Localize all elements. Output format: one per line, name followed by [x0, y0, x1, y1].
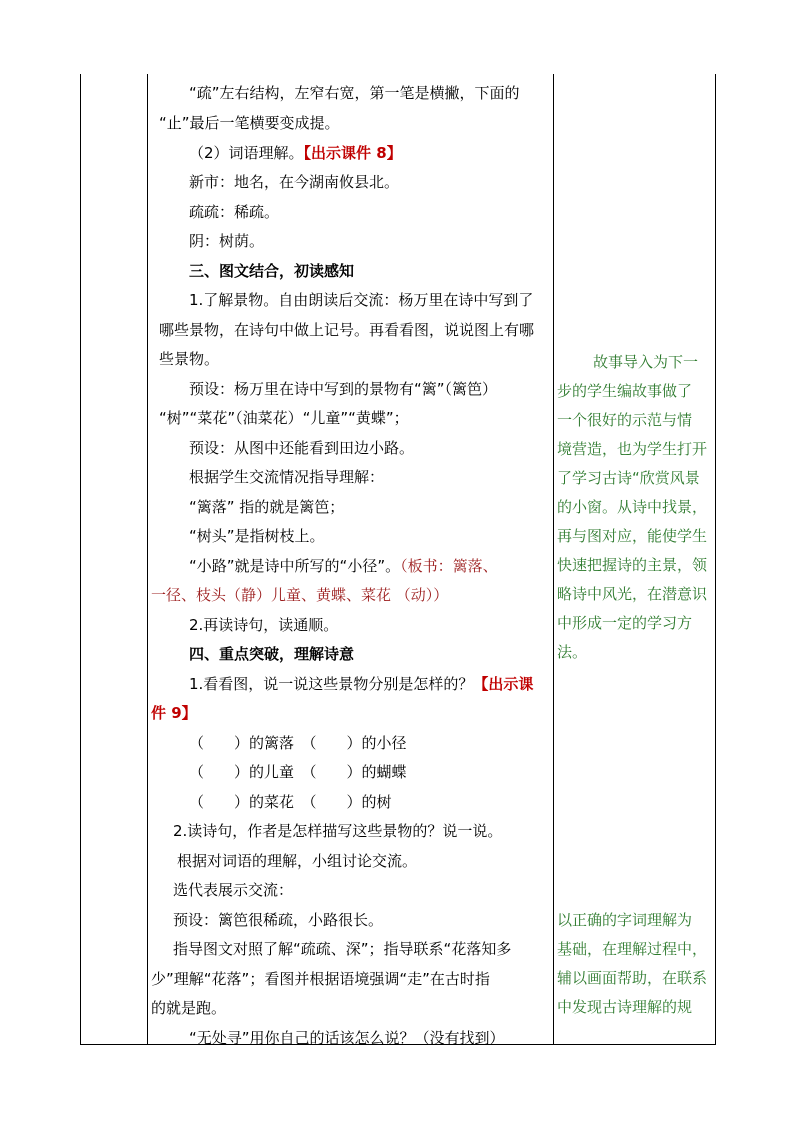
text-line: 2.再读诗句，读通顺。	[189, 616, 339, 634]
text-line: “篱落” 指的就是篱笆；	[189, 498, 345, 516]
intent-line: 快速把握诗的主景，领	[557, 556, 708, 574]
intent-line: 的小窗。从诗中找景，	[557, 498, 708, 516]
intent-line: 略诗中风光，在潜意识	[557, 585, 708, 603]
intent-line: 以正确的字词理解为	[557, 911, 693, 929]
text-line: 些景物。	[159, 350, 220, 368]
text-line: 根据对词语的理解，小组讨论交流。	[177, 852, 418, 870]
intent-line: 一个很好的示范与情	[557, 411, 693, 429]
text-line: 阴：树荫。	[189, 232, 265, 250]
intent-line: 步的学生编故事做了	[557, 382, 693, 400]
column-divider-left	[147, 74, 148, 1044]
text-line: 2.读诗句，作者是怎样描写这些景物的？说一说。	[173, 822, 503, 840]
text-line: 预设：从图中还能看到田边小路。	[189, 439, 415, 457]
text-line: “止”最后一笔横要变成提。	[159, 114, 340, 132]
text-line: “无处寻”用你自己的话该怎么说？（没有找到）	[189, 1029, 505, 1047]
text-line: 疏疏：稀疏。	[189, 203, 280, 221]
text-line: “疏”左右结构，左窄右宽，第一笔是横撇，下面的	[189, 84, 520, 102]
lesson-table	[80, 74, 716, 1045]
blackboard-note: 一径、枝头（静）儿童、黄蝶、菜花 （动））	[151, 586, 449, 604]
blackboard-note: （板书：篱落、	[400, 557, 498, 575]
text-line: 的就是跑。	[151, 999, 227, 1017]
section-heading: 四、重点突破，理解诗意	[189, 645, 355, 663]
intent-line: 故事导入为下一	[593, 353, 699, 371]
intent-line: 辅以画面帮助，在联系	[557, 969, 708, 987]
text-line: 选代表展示交流：	[173, 881, 294, 899]
text-line: 少”理解“花落”；看图并根据语境强调“走”在古时指	[151, 970, 490, 988]
fill-in-row: （ ）的篱落 （ ）的小径	[189, 734, 407, 752]
text-line: 新市：地名，在今湖南攸县北。	[189, 173, 400, 191]
text-line: 1.看看图，说一说这些景物分别是怎样的？【出示课	[189, 675, 534, 693]
text-line: 根据学生交流情况指导理解：	[189, 468, 385, 486]
text-line: 预设：杨万里在诗中写到的景物有“篱”（篱笆）	[189, 380, 498, 398]
intent-line: 中形成一定的学习方	[557, 614, 693, 632]
text-line: “树”“菜花”（油菜花）“儿童”“黄蝶”；	[159, 409, 409, 427]
intent-line: 基础，在理解过程中，	[557, 940, 708, 958]
fill-in-row: （ ）的菜花 （ ）的树	[189, 793, 392, 811]
text-line: 预设：篱笆很稀疏，小路很长。	[173, 911, 384, 929]
intent-line: 了学习古诗“欣赏风景	[557, 469, 700, 487]
intent-line: 境营造，也为学生打开	[557, 440, 708, 458]
intent-line: 中发现古诗理解的规	[557, 998, 693, 1016]
courseware-tag: 【出示课件 8】	[303, 144, 402, 162]
text-line: “树头”是指树枝上。	[189, 527, 325, 545]
courseware-tag: 【出示课	[473, 675, 534, 693]
courseware-tag: 件 9】	[151, 704, 197, 722]
text-line: 指导图文对照了解“疏疏、深”；指导联系“花落知多	[173, 940, 512, 958]
text-line: 1.了解景物。自由朗读后交流：杨万里在诗中写到了	[189, 291, 534, 309]
text-line: （2）词语理解。【出示课件 8】	[189, 144, 402, 162]
intent-line: 法。	[557, 643, 588, 661]
section-heading: 三、图文结合，初读感知	[189, 262, 355, 280]
text-line: 哪些景物，在诗句中做上记号。再看看图，说说图上有哪	[159, 321, 535, 339]
intent-line: 再与图对应，能使学生	[557, 527, 708, 545]
text-line: “小路”就是诗中所写的“小径”。（板书：篱落、	[189, 557, 498, 575]
fill-in-row: （ ）的儿童 （ ）的蝴蝶	[189, 763, 407, 781]
